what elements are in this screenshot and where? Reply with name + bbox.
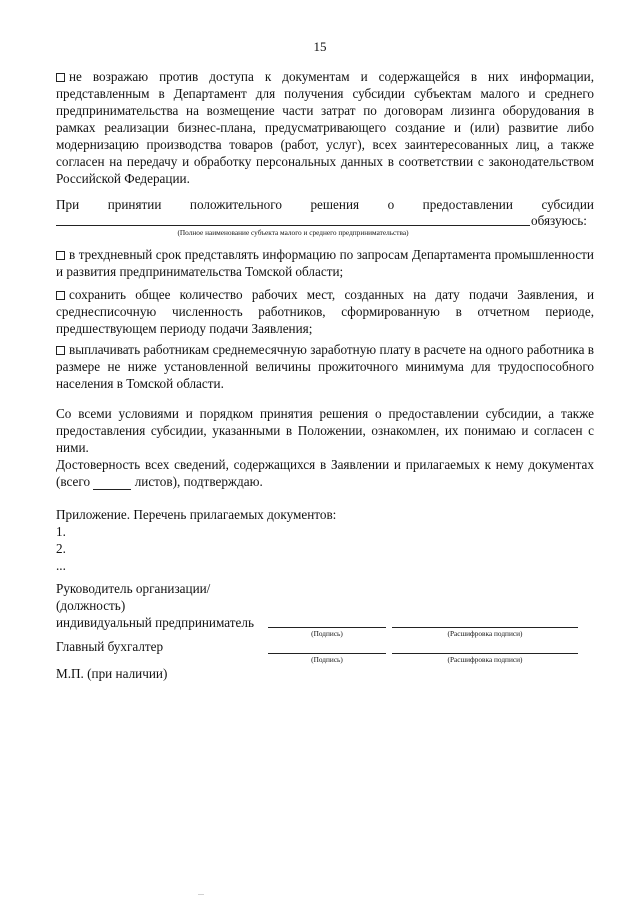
reliability-text-before: Достоверность всех сведений, содержащихся в Заявлении и прилагаемых к нему документах (всего	[56, 457, 594, 489]
decision-word: о	[387, 197, 395, 212]
head-decode-field[interactable]	[392, 627, 578, 628]
decision-word: предоставлении	[422, 197, 513, 212]
accountant-decode-hint: (Расшифровка подписи)	[447, 655, 523, 664]
page-number: 15	[313, 39, 327, 54]
head-signature-field[interactable]	[268, 627, 386, 628]
obligation-text: выплачивать работникам среднемесячную заработную плату в расчете на одного работника в размере не ниже установленной величины прожиточного минимума для трудоспособного населения в Томской области.	[56, 342, 594, 391]
accountant-signature-hint: (Подпись)	[311, 655, 343, 664]
obligation-item	[56, 341, 594, 392]
obligation-item	[56, 246, 594, 280]
decision-tail: обязуюсь:	[531, 213, 587, 228]
consent-checkbox[interactable]	[56, 73, 65, 82]
decision-intro-row	[56, 196, 594, 213]
consent-text: не возражаю против доступа к документам и содержащейся в них информации, представленным в Департамент для получения субсидии субъектам малого и среднего предпринимательства на возмещение части затрат по договорам лизинга оборудования в рамках реализации бизнес-плана, предусматривающего создание и (или) развитие либо модернизацию производства товаров (работ, услуг), всех заинтересованных лиц, а также согласен на передачу и обработку персональных данных в соответствии с законодательством Российской Федерации.	[56, 69, 594, 186]
stamp-label: М.П. (при наличии)	[56, 666, 168, 681]
head-label-line: Руководитель организации/	[56, 581, 211, 596]
attachment-item: 2.	[56, 541, 66, 556]
obligation-checkbox[interactable]	[56, 251, 65, 260]
accountant-label: Главный бухгалтер	[56, 639, 164, 654]
accountant-decode-field[interactable]	[392, 653, 578, 654]
attachments-title: Приложение. Перечень прилагаемых документов:	[56, 507, 337, 522]
decision-word: субсидии	[541, 197, 594, 212]
obligation-checkbox[interactable]	[56, 291, 65, 300]
obligation-text: сохранить общее количество рабочих мест, созданных на дату подачи Заявления, и среднесписочную численность работников, сформированную в отчетном периоде, предшествующем периоду подачи Заявления;	[56, 287, 594, 336]
reliability-paragraph	[56, 456, 594, 490]
decision-word: решения	[310, 197, 360, 212]
decision-word: принятии	[107, 197, 162, 212]
footer-mark: ...	[198, 888, 204, 897]
entity-name-field[interactable]	[56, 225, 530, 226]
attachment-item: ...	[56, 558, 66, 573]
head-signature-label	[56, 580, 594, 631]
obligation-item	[56, 286, 594, 337]
entity-name-hint: (Полное наименование субъекта малого и среднего предпринимательства)	[177, 228, 409, 237]
reliability-text-after: листов), подтверждаю.	[134, 474, 263, 489]
agreement-paragraph: Со всеми условиями и порядком принятия решения о предоставлении субсидии, а также предоставления субсидии, указанными в Положении, ознакомлен, их понимаю и согласен с ними.	[56, 406, 594, 455]
head-label-line: индивидуальный предприниматель	[56, 615, 254, 630]
head-label-line: (должность)	[56, 598, 126, 613]
attachments-section	[56, 506, 594, 574]
sheet-count-field[interactable]	[93, 478, 131, 490]
obligation-text: в трехдневный срок представлять информацию по запросам Департамента промышленности и развития предпринимательства Томской области;	[56, 247, 594, 279]
attachment-item: 1.	[56, 524, 66, 539]
accountant-signature-field[interactable]	[268, 653, 386, 654]
obligation-checkbox[interactable]	[56, 346, 65, 355]
head-decode-hint: (Расшифровка подписи)	[447, 629, 523, 638]
decision-word: При	[56, 197, 80, 212]
head-signature-hint: (Подпись)	[311, 629, 343, 638]
decision-word: положительного	[189, 197, 282, 212]
consent-paragraph	[56, 68, 594, 187]
